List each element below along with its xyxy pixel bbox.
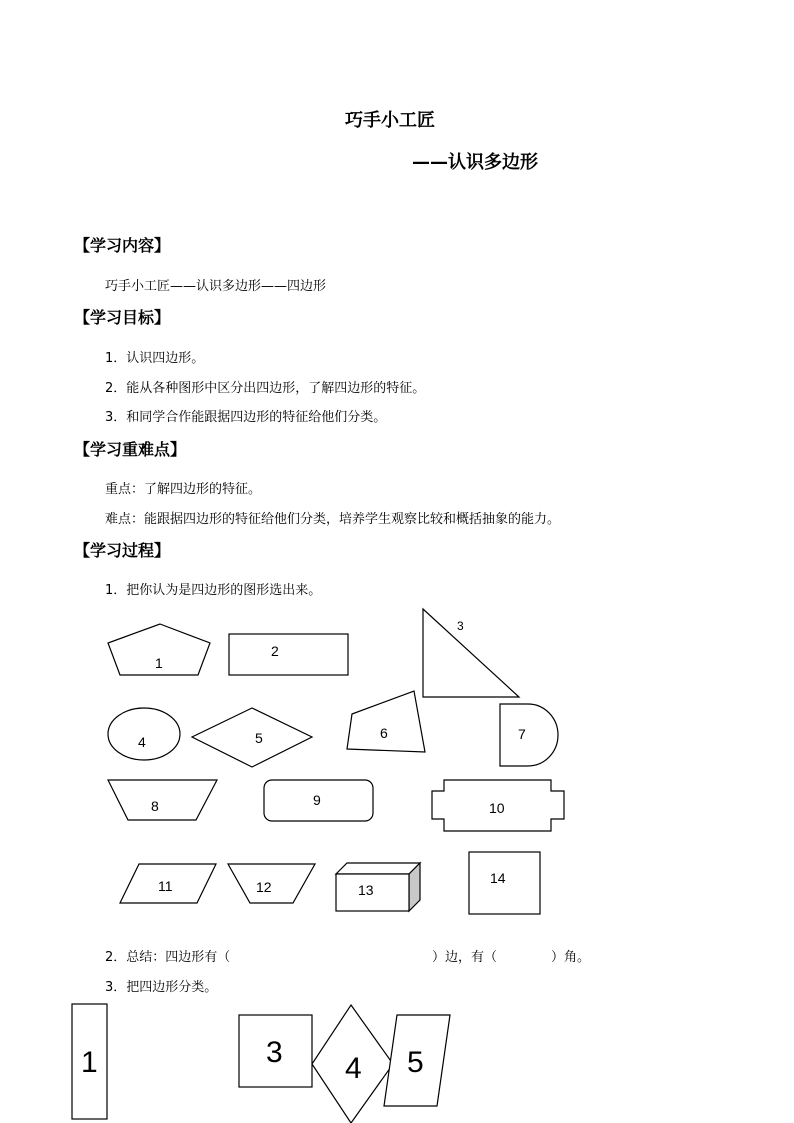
- shape-label-3: 3: [457, 619, 464, 633]
- shape-label-14: 14: [490, 870, 506, 886]
- page-subtitle: ——认识多边形: [412, 152, 538, 173]
- goal-item: 1．认识四边形。: [105, 351, 205, 366]
- shape-label-10: 10: [489, 800, 505, 816]
- process-step-2-mid: ）边，有（: [432, 950, 498, 965]
- semicircle-rectangle-shape: [500, 704, 558, 766]
- right-triangle-shape: [423, 609, 519, 697]
- sort-label-5: 5: [407, 1046, 424, 1079]
- shape-label-6: 6: [380, 725, 388, 741]
- section-heading-goals: 【学习目标】: [74, 308, 171, 327]
- process-step-3: 3．把四边形分类。: [105, 980, 218, 995]
- shape-label-7: 7: [518, 726, 526, 742]
- goal-item: 3．和同学合作能跟据四边形的特征给他们分类。: [105, 410, 387, 425]
- shape-label-12: 12: [256, 879, 272, 895]
- shape-label-5: 5: [255, 730, 263, 746]
- shape-label-2: 2: [271, 643, 279, 659]
- shape-label-8: 8: [151, 798, 159, 814]
- sort-label-4: 4: [345, 1052, 362, 1085]
- process-step-1: 1．把你认为是四边形的图形选出来。: [105, 583, 322, 598]
- shape-label-4: 4: [138, 734, 146, 750]
- shape-label-1: 1: [155, 655, 163, 671]
- shape-label-11: 11: [158, 878, 173, 894]
- content-text: 巧手小工匠——认识多边形——四边形: [105, 279, 327, 294]
- process-step-2-prefix: 2．总结：四边形有（: [105, 950, 231, 965]
- shape-label-9: 9: [313, 792, 321, 808]
- key-point-focus: 重点：了解四边形的特征。: [105, 482, 262, 497]
- sort-label-3: 3: [266, 1036, 283, 1069]
- rhombus-shape: [192, 708, 312, 767]
- key-point-difficulty: 难点：能跟据四边形的特征给他们分类，培养学生观察比较和概括抽象的能力。: [105, 512, 561, 527]
- box-top-face: [336, 863, 420, 874]
- goal-item: 2．能从各种图形中区分出四边形，了解四边形的特征。: [105, 381, 426, 396]
- section-heading-process: 【学习过程】: [74, 541, 171, 560]
- irregular-quadrilateral-shape: [347, 691, 425, 752]
- sort-label-1: 1: [81, 1046, 98, 1079]
- section-heading-key-points: 【学习重难点】: [74, 440, 187, 459]
- page-title: 巧手小工匠: [345, 110, 435, 131]
- process-step-2-suffix: ）角。: [551, 950, 591, 965]
- shape-label-13: 13: [358, 882, 374, 898]
- section-heading-content: 【学习内容】: [74, 236, 171, 255]
- rectangle-shape: [229, 634, 348, 675]
- trapezoid-shape: [108, 780, 217, 820]
